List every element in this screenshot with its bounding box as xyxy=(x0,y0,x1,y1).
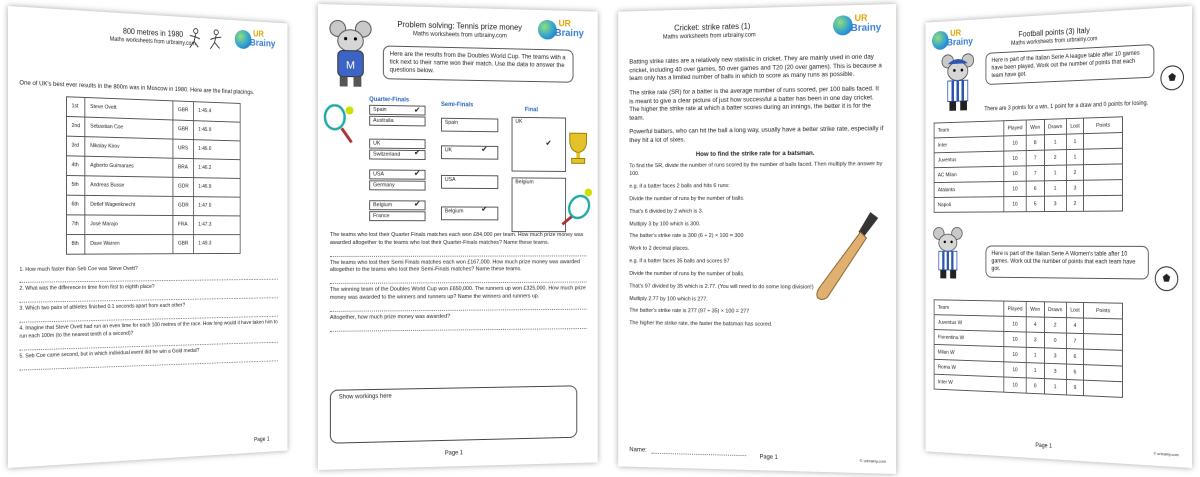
sheet-subtitle: Maths worksheets from urbrainy.com xyxy=(413,31,507,40)
bracket-team: Australia xyxy=(369,116,425,127)
step-text: e.g. if a batter faces 2 balls and hits 6 runs: xyxy=(629,183,730,190)
tennis-racket-icon xyxy=(322,104,356,144)
table-row: 5th Andreas Busse GDR 1:46.9 xyxy=(66,175,239,197)
worksheet-tennis-prize-money xyxy=(318,4,598,470)
serie-a-women-table xyxy=(934,299,1123,398)
points-cell[interactable] xyxy=(1084,365,1123,382)
sf-header: Semi-Finals xyxy=(440,101,474,109)
table-row: Atalanta 10 6 1 3 xyxy=(934,180,1123,198)
sheet-subtitle: Maths worksheets from urbrainy.com xyxy=(662,32,756,41)
copyright: © urbrainy.com xyxy=(859,458,887,464)
tick-icon: ✔ xyxy=(413,105,421,115)
step-text: The batter's strike rate is 300 (6 ÷ 2) × 100 = 300 xyxy=(629,233,744,240)
step-text: That's 6 divided by 2 which is 3. xyxy=(629,208,704,215)
answer-line[interactable] xyxy=(330,247,587,256)
page-number: Page 1 xyxy=(444,450,464,457)
final-header: Final xyxy=(524,107,538,114)
table-row: Juventus W 10 4 2 4 xyxy=(934,315,1123,335)
table-row: Inter 10 8 1 1 xyxy=(934,132,1123,152)
table-row: 4th Agberto Guimaraes BRA 1:46.2 xyxy=(66,155,239,178)
bracket-team: UK xyxy=(512,117,567,172)
bracket-team: Germany xyxy=(369,180,425,190)
sheet-title: 800 metres in 1980 xyxy=(122,26,184,39)
qf-header: Quarter-Finals xyxy=(369,96,410,104)
answer-line[interactable] xyxy=(330,274,587,284)
bracket-team: Spain xyxy=(441,118,498,133)
name-label: Name: xyxy=(629,446,647,454)
table-row: 3rd Nikolay Kirov URS 1:46.0 xyxy=(66,136,239,160)
cricket-bat-icon xyxy=(814,208,883,304)
question-1: 1. How much faster than Seb Coe was Steve Ovett? xyxy=(19,265,138,273)
tick-icon: ✔ xyxy=(545,138,552,148)
bracket-team: Belgium xyxy=(369,200,425,210)
table-row: 6th Detlef Wagenknecht GDR 1:47.0 xyxy=(66,195,239,216)
question-4: 4. Imagine that Steve Ovett had run an even time for each 100 metres of the race. How long would it have taken him to run each 100m (to the nearest tenth of a second)? xyxy=(19,319,278,340)
step-text: The batter's strike rate is 277 (97 ÷ 35) × 100 = 277 xyxy=(629,308,750,316)
tick-icon: ✔ xyxy=(413,199,421,209)
paragraph-1: Batting strike rates are a relatively new statistic in cricket. They are mainly used in one day cricket, including 40 over games, 50 over games and T20 (20 over games). This is because a team only has a limited number of balls in which to score as many runs as possible. xyxy=(629,53,882,83)
question-3: 3. Which two pairs of athletes finished 0.1 seconds apart from each other? xyxy=(19,302,186,313)
bracket-team: Switzerland xyxy=(369,150,425,160)
tick-icon: ✔ xyxy=(481,204,488,214)
runners-icon xyxy=(187,27,230,54)
paragraph-2: The strike rate (SR) for a batter is the average number of runs scored, per 100 balls faced. It is meant to give a clear picture of just how successful a batter has been in one day cricket. The higher the strike rate at which a batter scores during an innings, the better it is for the team. xyxy=(629,85,879,122)
table-row: 8th Dave Warren GBR 1:49.3 xyxy=(66,234,239,254)
points-cell[interactable] xyxy=(1084,334,1123,351)
step-text: That's 97 divided by 35 which is 2.77. (You will need to do some long division!) xyxy=(629,283,814,291)
points-cell[interactable] xyxy=(1084,164,1123,180)
worksheet-800-metres xyxy=(8,6,288,468)
points-cell[interactable] xyxy=(1084,148,1123,164)
instructions-speech-bubble: Here are the results from the Doubles World Cup. The teams with a tick next to their name won their match. Use the data to answer the questions below. xyxy=(383,45,574,82)
points-cell[interactable] xyxy=(1084,195,1123,211)
points-cell[interactable] xyxy=(1084,180,1123,196)
step-text: Divide the number of runs by the number of balls. xyxy=(629,270,745,278)
step-text: The higher the strike rate, the faster the batsman has scored. xyxy=(629,320,773,328)
table-row: Inter W 10 0 1 9 xyxy=(934,374,1123,397)
question-1: The teams who lost their Quarter Finals matches each won £84,000 per team. How much prize money was awarded altogether to the teams who lost their Quarter-Finals matches? Name these teams. xyxy=(329,232,584,246)
table-row: 1st Steve Ovett GBR 1:45.4 xyxy=(66,96,239,121)
table-row: Roma W 10 1 3 6 xyxy=(934,359,1123,381)
table-row: 7th José Marajo FRA 1:47.3 xyxy=(66,215,239,235)
page-number: Page 1 xyxy=(1035,442,1053,450)
step-text: Multiply 2.77 by 100 which is 277. xyxy=(629,295,708,303)
bracket-team: UK xyxy=(369,139,425,150)
step-text: Multiply 3 by 100 which is 300. xyxy=(629,220,701,227)
worksheet-cricket-strike-rates xyxy=(618,4,896,474)
sheet-title: Football points (3) Italy xyxy=(1018,26,1090,39)
tick-icon: ✔ xyxy=(481,144,488,154)
tick-icon: ✔ xyxy=(413,168,421,178)
section-heading: How to find the strike rate for a batsman. xyxy=(695,149,815,158)
football-icon xyxy=(1160,64,1184,91)
points-cell[interactable] xyxy=(1084,132,1123,149)
serie-a-table xyxy=(934,116,1123,213)
points-cell[interactable] xyxy=(1084,318,1123,335)
table-header-row: Team Played Won Drawn Lost Points xyxy=(934,300,1123,319)
urbrainy-logo: UR Brainy xyxy=(833,12,888,39)
copyright: © urbrainy.com xyxy=(1153,450,1179,458)
table-header-row: Team Played Won Drawn Lost Points xyxy=(934,117,1123,138)
results-table xyxy=(66,96,240,254)
logo-ur-text: UR xyxy=(253,28,264,39)
urbrainy-logo: UR Brainy xyxy=(538,18,590,45)
bracket-team: France xyxy=(369,211,425,221)
worksheet-football-points xyxy=(926,6,1192,468)
table-row: Fiorentina W 10 3 0 7 xyxy=(934,330,1123,351)
tick-icon: ✔ xyxy=(413,148,421,157)
step-text: Divide the number of runs by the number of balls. xyxy=(629,195,745,203)
name-field[interactable] xyxy=(652,445,747,456)
tennis-racket-icon xyxy=(560,187,594,226)
question-2: The teams who lost their Semi Finals matches each won £167,000. How much prize money was awarded altogether to the teams who lost their Semi-Finals matches? Name these teams. xyxy=(329,258,580,274)
question-3: The winning team of the Doubles World Cup won £650,000. The runners up won £325,000. How much prize money was awarded to the winners and runners up? Name the winners and runners up. xyxy=(329,285,586,302)
points-cell[interactable] xyxy=(1084,380,1123,397)
sheet-subtitle: Maths worksheets from urbrainy.com xyxy=(109,36,196,48)
svg-text:M: M xyxy=(346,59,356,72)
workings-box[interactable] xyxy=(330,385,577,443)
table-row: 2nd Sebastian Coe GBR 1:45.9 xyxy=(66,116,239,141)
sheet-title: Cricket: strike rates (1) xyxy=(674,21,751,33)
logo-brainy-text: Brainy xyxy=(249,37,276,50)
table-row: Napoli 10 5 3 2 xyxy=(934,195,1123,212)
workings-label: Show workings here xyxy=(338,393,392,401)
page-number: Page 1 xyxy=(759,454,778,461)
mouse-footballer-icon xyxy=(932,225,965,283)
bracket-team: UK xyxy=(441,145,498,159)
points-rule: There are 3 points for a win, 1 point for a draw and 0 points for losing. xyxy=(984,100,1149,113)
sheet-subtitle: Maths worksheets from urbrainy.com xyxy=(1011,36,1098,47)
intro-text: One of UK's best ever results in the 800m was in Moscow in 1980. Here are the final placings. xyxy=(19,79,255,97)
page-number: Page 1 xyxy=(253,436,270,444)
question-2: 2. What was the difference in time from first to eighth place? xyxy=(19,284,155,293)
step-text: To find the SR, divide the number of runs scored by the number of balls faced. Then multiply the answer by 100. xyxy=(629,161,883,178)
speech-bubble-men: Here is part of the Italian Serie A league table after 10 games have been played. Work out the number of points that each team have got. xyxy=(985,44,1154,85)
urbrainy-logo xyxy=(235,28,281,55)
bracket-team: Spain xyxy=(369,105,425,116)
urbrainy-logo: UR Brainy xyxy=(932,27,979,54)
paragraph-3: Powerful batters, who can hit the ball a long way, usually have a better strike rate, especially if they hit a lot of sixes. xyxy=(629,125,884,145)
bracket-team: Belgium xyxy=(512,177,567,232)
bracket-team: USA xyxy=(441,175,498,189)
sheet-title: Problem solving: Tennis prize money xyxy=(397,20,523,33)
speech-bubble-women: Here is part of the Italian Serie A Women's table after 10 games. Work out the number of points that each team have got. xyxy=(985,245,1148,279)
table-row: AC Milan 10 7 1 2 xyxy=(934,164,1123,183)
table-row: Milan W 10 1 3 6 xyxy=(934,344,1123,366)
step-text: e.g. if a batter faces 35 balls and scores 97 xyxy=(629,258,730,265)
bracket-team: Belgium xyxy=(441,206,498,220)
question-4: Altogether, how much prize money was awarded? xyxy=(329,313,451,321)
step-text: Work to 2 decimal places. xyxy=(629,245,690,252)
question-5: 5. Seb Coe came second, but in which individual event did he win a Gold medal? xyxy=(19,347,200,360)
bracket-team: USA xyxy=(369,169,425,179)
trophy-icon xyxy=(566,131,590,166)
table-row: Juventus 10 7 2 1 xyxy=(934,148,1123,168)
football-icon xyxy=(1154,266,1178,292)
points-cell[interactable] xyxy=(1084,349,1123,366)
mouse-mascot-icon xyxy=(328,18,375,89)
